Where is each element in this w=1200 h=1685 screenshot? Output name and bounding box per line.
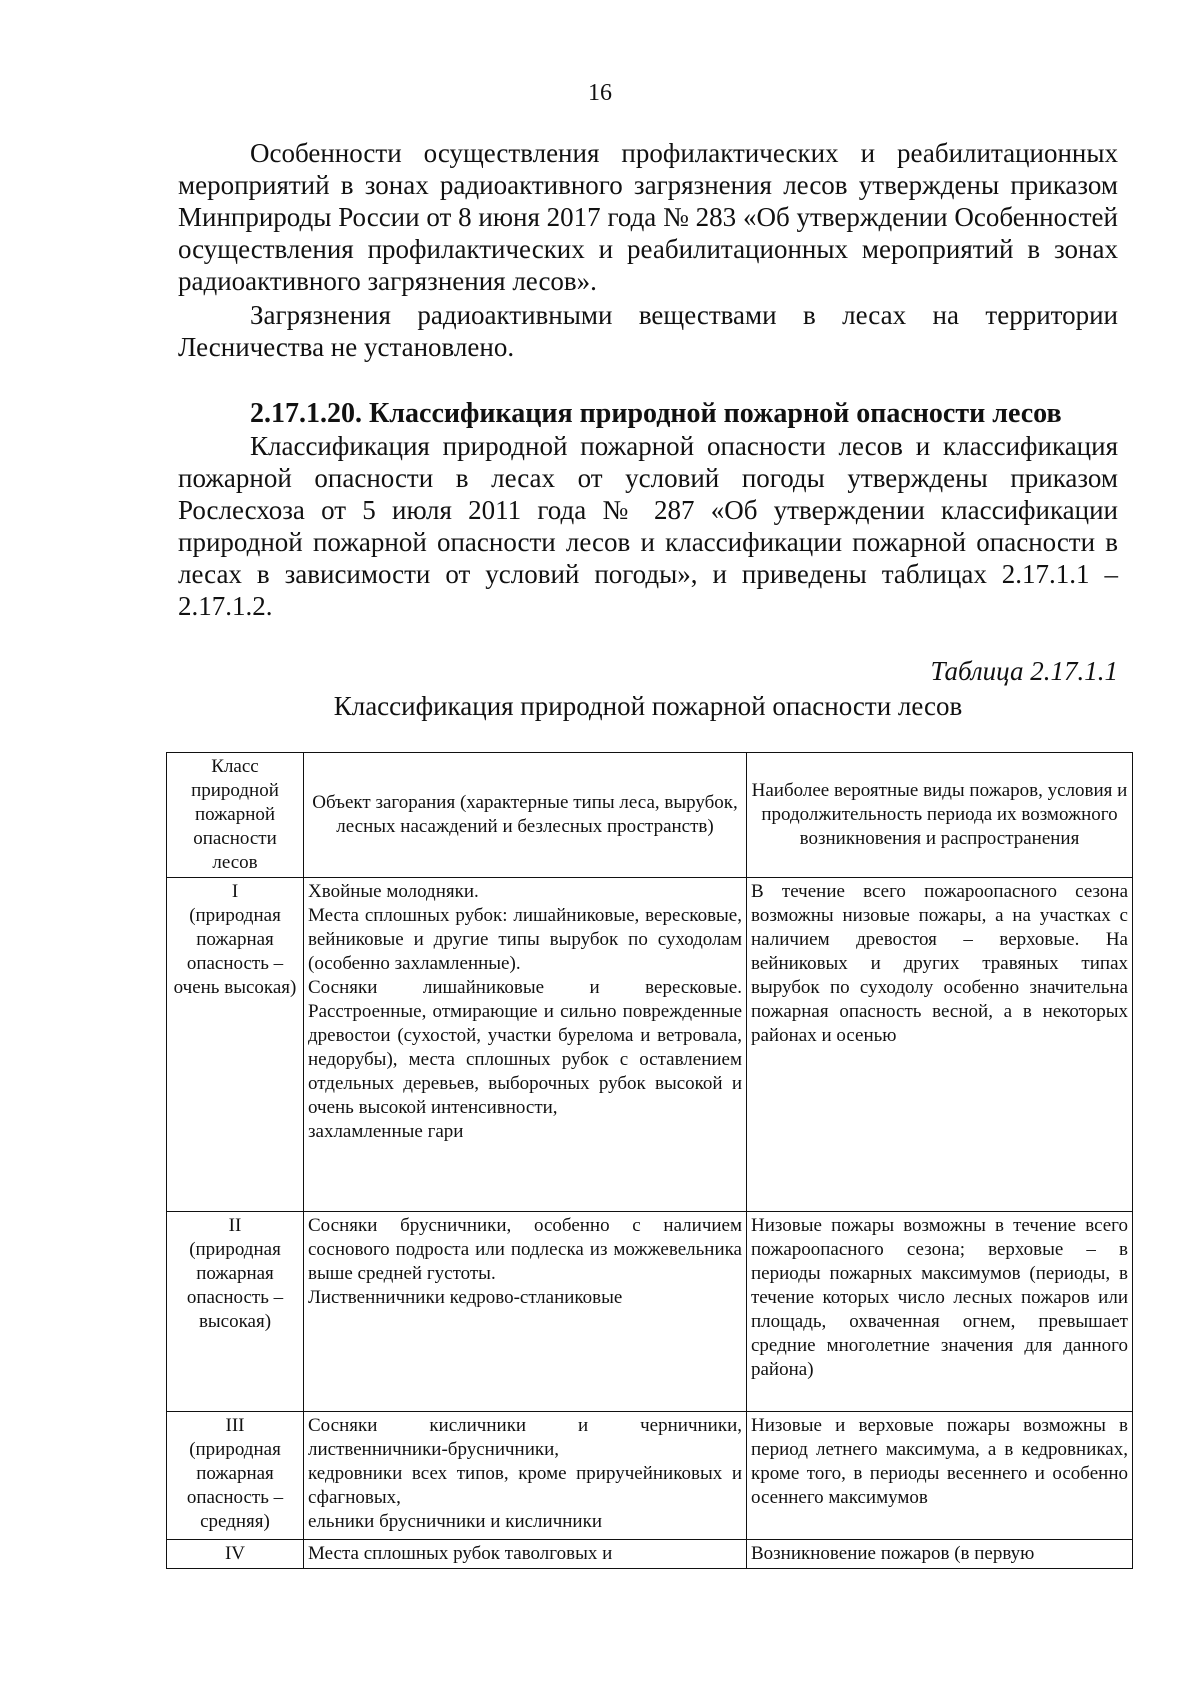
class-cell <box>167 1412 304 1540</box>
object-line: Места сплошных рубок: лишайниковые, вересковые, вейниковые и другие типы вырубок по суходолам (особенно захламленные). <box>308 905 742 974</box>
section-heading: 2.17.1.20. Классификация природной пожарной опасности лесов <box>250 398 1062 429</box>
class-numeral: II <box>228 1215 242 1236</box>
table-number: Таблица 2.17.1.1 <box>930 656 1118 686</box>
fires-cell: Возникновение пожаров (в первую <box>747 1540 1133 1569</box>
object-line: Места сплошных рубок таволговых и <box>308 1543 613 1564</box>
object-cell <box>304 1540 747 1569</box>
class-cell <box>167 1212 304 1412</box>
object-line: ельники брусничники и кисличники <box>308 1511 602 1532</box>
table-row <box>167 1212 1133 1412</box>
object-line: Сосняки лишайниковые и вересковые. Расстроенные, отмирающие и сильно поврежденные древостои (сухостой, участки бурелома и ветровала, недорубы), места сплошных рубок с оставлением отдельных деревьев, выборочных рубок высокой и очень высокой интенсивности, <box>308 977 742 1118</box>
paragraph-radioactive-measures <box>178 137 1118 297</box>
class-description: (природная пожарная опасность – очень высокая) <box>173 905 297 998</box>
header-fire-object: Объект загорания (характерные типы леса, вырубок, лесных насаждений и безлесных пространств) <box>304 753 747 878</box>
object-cell <box>304 1212 747 1412</box>
object-line: Сосняки брусничники, особенно с наличием соснового подроста или подлеска из можжевельника выше средней густоты. <box>308 1215 742 1284</box>
class-numeral: III <box>225 1415 245 1436</box>
class-description: (природная пожарная опасность – высокая) <box>186 1239 284 1332</box>
table-row <box>167 1540 1133 1569</box>
paragraph-text: Особенности осуществления профилактических и реабилитационных мероприятий в зонах радиоактивного загрязнения лесов утверждены приказом Минприроды России от 8 июня 2017 года № 283 «Об утверждении Особенностей осуществления профилактических и реабилитационных мероприятий в зонах радиоактивного загрязнения лесов». <box>178 138 1118 296</box>
fires-cell: Низовые и верховые пожары возможны в период летнего максимума, а в кедровниках, кроме того, в периоды весеннего и особенно осеннего максимумов <box>747 1412 1133 1540</box>
object-line: захламленные гари <box>308 1121 464 1142</box>
paragraph-no-contamination <box>178 299 1118 363</box>
header-hazard-class: Класс природной пожарной опасности лесов <box>167 753 304 878</box>
class-numeral: I <box>231 881 239 902</box>
object-line: Сосняки кисличники и черничники, лиственничники-брусничники, <box>308 1415 742 1460</box>
class-cell <box>167 1540 304 1569</box>
fires-cell: Низовые пожары возможны в течение всего пожароопасного сезона; верховые – в периоды пожарных максимумов (периоды, в течение которых число лесных пожаров или площадь, охваченная огнем, превышает средние многолетние значения для данного района) <box>747 1212 1133 1412</box>
object-cell <box>304 1412 747 1540</box>
object-line: Лиственничники кедрово-стланиковые <box>308 1287 623 1308</box>
fires-cell: В течение всего пожароопасного сезона возможны низовые пожары, а на участках с наличием древостоя – верховые. На вейниковых и других травяных типах вырубок по суходолу особенно значительна пожарная опасность весной, а в некоторых районах и осенью <box>747 878 1133 1212</box>
table-header-row <box>167 753 1133 878</box>
table-title: Классификация природной пожарной опасности лесов <box>333 691 963 721</box>
fire-hazard-table <box>166 752 1133 1569</box>
table-row <box>167 878 1133 1212</box>
paragraph-classification-intro <box>178 430 1118 622</box>
paragraph-text: Классификация природной пожарной опасности лесов и классификация пожарной опасности в лесах от условий погоды утверждены приказом Рослесхоза от 5 июля 2011 года № 287 «Об утверждении классификации природной пожарной опасности лесов и классификации пожарной опасности в лесах в зависимости от условий погоды», и приведены таблицах 2.17.1.1 – 2.17.1.2. <box>178 431 1118 621</box>
table-row <box>167 1412 1133 1540</box>
class-description: (природная пожарная опасность – средняя) <box>186 1439 284 1532</box>
class-numeral: IV <box>224 1543 246 1564</box>
header-fire-types: Наиболее вероятные виды пожаров, условия и продолжительность периода их возможного возникновения и распространения <box>747 753 1133 878</box>
page-number: 16 <box>588 80 612 106</box>
object-cell <box>304 878 747 1212</box>
object-line: кедровники всех типов, кроме приручейниковых и сфагновых, <box>308 1463 742 1508</box>
paragraph-text: Загрязнения радиоактивными веществами в лесах на территории Лесничества не установлено. <box>178 300 1118 362</box>
object-line: Хвойные молодняки. <box>308 881 479 902</box>
class-cell <box>167 878 304 1212</box>
